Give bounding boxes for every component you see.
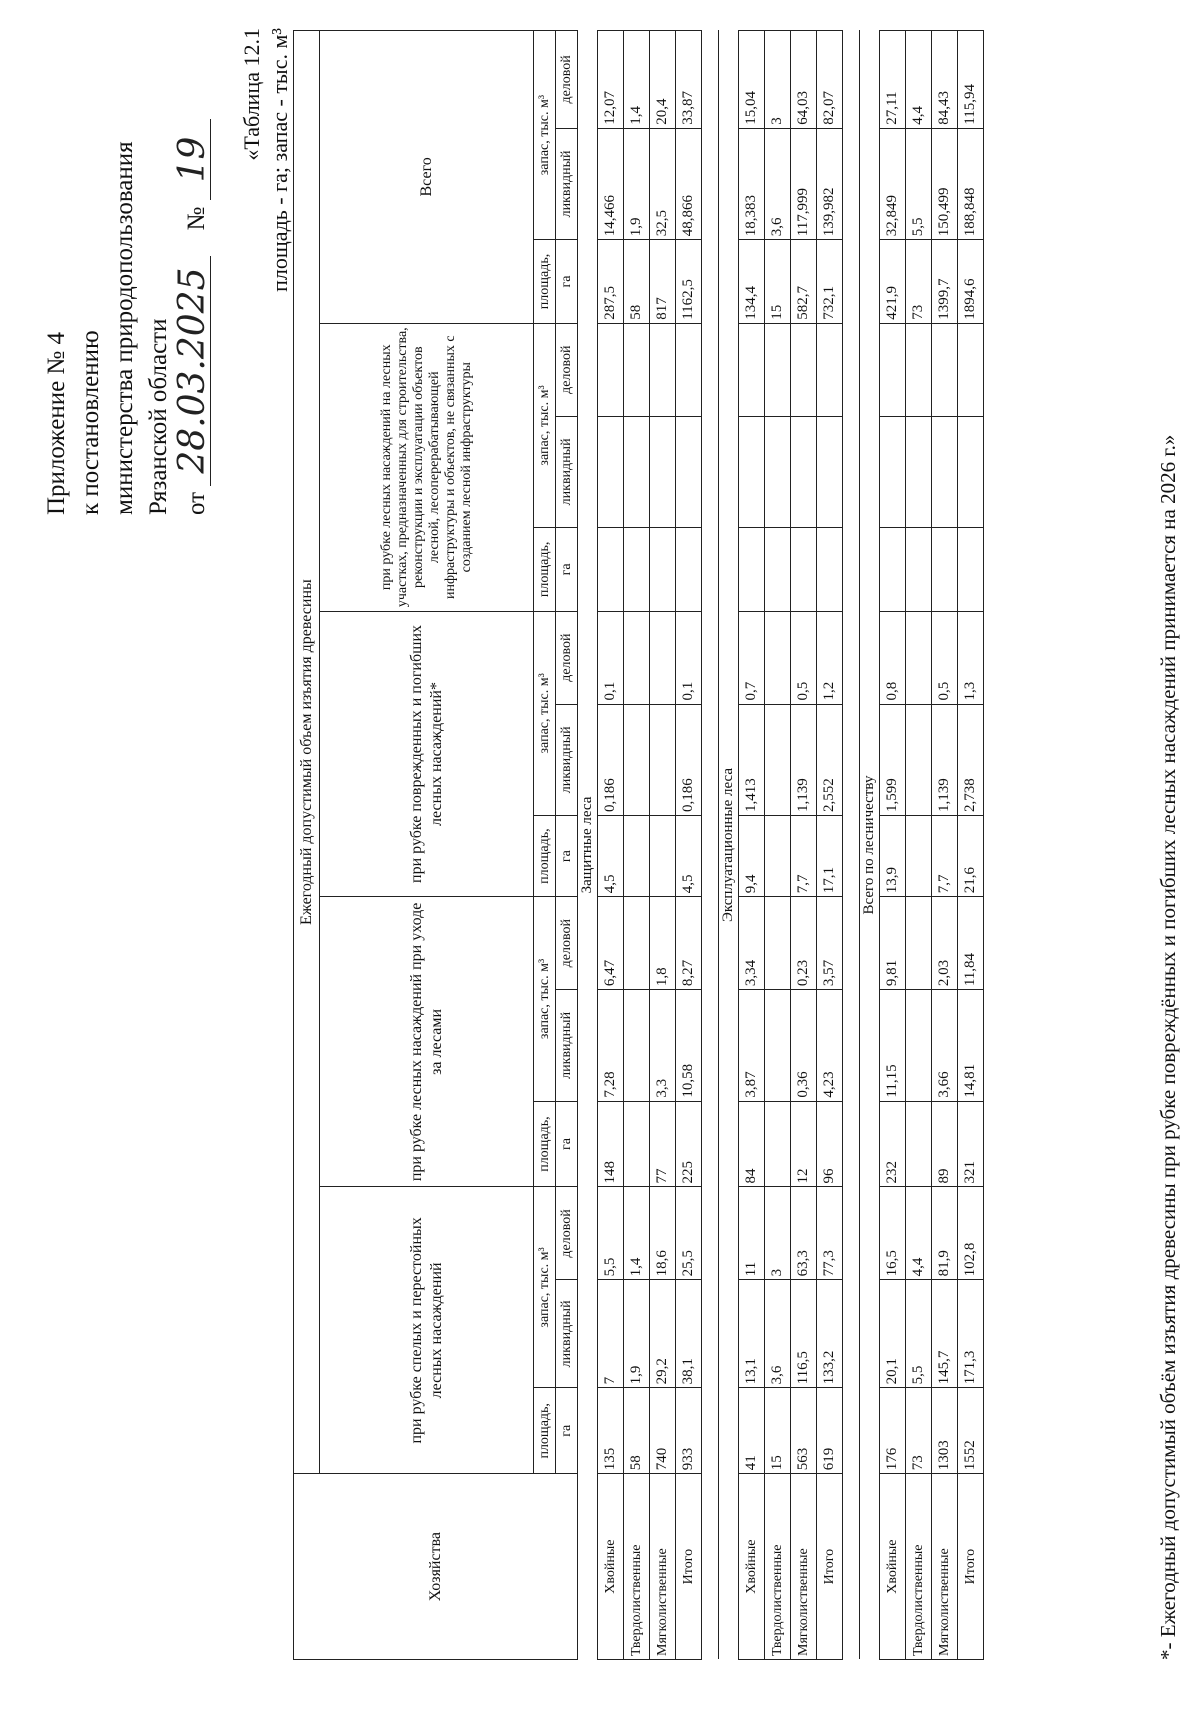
value-cell: 15	[765, 240, 791, 324]
value-cell: 1,139	[932, 704, 958, 815]
value-cell: 817	[650, 240, 676, 324]
table-row	[624, 31, 650, 1660]
value-cell	[932, 416, 958, 527]
value-cell	[739, 323, 765, 416]
section-row	[719, 31, 739, 1660]
stock-header: запас, тыс. м³	[534, 323, 556, 527]
value-cell: 73	[906, 240, 932, 324]
spacer-row	[702, 31, 719, 1660]
infrastructure-header: при рубке лесных насаждений на лесных участках, предназначенных для строительства, реконструкции и эксплуатации объектов лесной, лесоперерабатывающей инфраструктуры и объектов, не связанных с созданием лесной инфраструктуры	[320, 323, 534, 611]
table-row	[958, 31, 984, 1660]
value-cell: 225	[676, 1101, 702, 1187]
value-cell: 58	[624, 1388, 650, 1474]
value-cell: 619	[817, 1388, 843, 1474]
value-cell	[650, 704, 676, 815]
value-cell	[932, 323, 958, 416]
row-name: Мягколиственные	[932, 1474, 958, 1660]
value-cell	[906, 1101, 932, 1187]
row-name: Хвойные	[598, 1474, 624, 1660]
value-cell	[765, 704, 791, 815]
liquid-header: ликвидный	[556, 1280, 578, 1388]
area-unit: га	[556, 528, 578, 612]
value-cell: 81,9	[932, 1187, 958, 1280]
table-row	[906, 31, 932, 1660]
value-cell: 3	[765, 31, 791, 129]
value-cell: 7,7	[932, 816, 958, 897]
table-row	[791, 31, 817, 1660]
business-header: деловой	[556, 1187, 578, 1280]
value-cell: 4,4	[906, 1187, 932, 1280]
value-cell	[598, 416, 624, 527]
row-name: Итого	[958, 1474, 984, 1660]
value-cell	[598, 323, 624, 416]
value-cell: 150,499	[932, 128, 958, 239]
value-cell: 582,7	[791, 240, 817, 324]
value-cell: 139,982	[817, 128, 843, 239]
value-cell: 1,9	[624, 128, 650, 239]
value-cell	[791, 528, 817, 612]
value-cell: 1,2	[817, 611, 843, 704]
table-caption	[238, 28, 294, 292]
value-cell	[650, 816, 676, 897]
stock-header: запас, тыс. м³	[534, 897, 556, 1101]
value-cell: 8,27	[676, 897, 702, 990]
value-cell: 84,43	[932, 31, 958, 129]
value-cell: 3,34	[739, 897, 765, 990]
liquid-header: ликвидный	[556, 416, 578, 527]
value-cell: 11,84	[958, 897, 984, 990]
value-cell	[650, 323, 676, 416]
header-line-4: Рязанской области	[145, 318, 172, 515]
spacer-cell	[843, 31, 860, 1660]
value-cell: 3,6	[765, 1280, 791, 1388]
value-cell: 17,1	[817, 816, 843, 897]
row-name: Итого	[676, 1474, 702, 1660]
value-cell: 77	[650, 1101, 676, 1187]
value-cell: 11,15	[880, 990, 906, 1101]
liquid-header: ликвидный	[556, 990, 578, 1101]
value-cell: 7,7	[791, 816, 817, 897]
business-header: деловой	[556, 323, 578, 416]
table-row	[817, 31, 843, 1660]
appendix-header	[40, 35, 214, 515]
value-cell: 4,4	[906, 31, 932, 129]
value-cell: 13,1	[739, 1280, 765, 1388]
value-cell: 1162,5	[676, 240, 702, 324]
farms-header: Хозяйства	[294, 1474, 578, 1660]
value-cell: 0,5	[932, 611, 958, 704]
value-cell	[624, 1101, 650, 1187]
header-date-line	[172, 35, 214, 515]
value-cell	[650, 528, 676, 612]
value-cell	[765, 323, 791, 416]
value-cell: 0,1	[676, 611, 702, 704]
value-cell: 48,866	[676, 128, 702, 239]
value-cell: 421,9	[880, 240, 906, 324]
value-cell	[624, 416, 650, 527]
value-cell: 4,5	[676, 816, 702, 897]
value-cell: 0,186	[598, 704, 624, 815]
value-cell: 32,5	[650, 128, 676, 239]
value-cell: 16,5	[880, 1187, 906, 1280]
value-cell	[932, 528, 958, 612]
value-cell	[906, 897, 932, 990]
value-cell	[765, 416, 791, 527]
value-cell: 20,4	[650, 31, 676, 129]
care-felling-header: при рубке лесных насаждений при уходе за лесами	[320, 897, 534, 1187]
table-row	[880, 31, 906, 1660]
value-cell	[906, 528, 932, 612]
value-cell: 27,11	[880, 31, 906, 129]
value-cell: 1,3	[958, 611, 984, 704]
value-cell: 3,66	[932, 990, 958, 1101]
section-row	[860, 31, 880, 1660]
value-cell: 1,139	[791, 704, 817, 815]
spacer-row	[843, 31, 860, 1660]
value-cell: 12,07	[598, 31, 624, 129]
area-header: площадь,	[534, 1101, 556, 1187]
value-cell: 116,5	[791, 1280, 817, 1388]
header-line-3: министерства природопользования	[111, 141, 138, 515]
value-cell: 9,4	[739, 816, 765, 897]
value-cell	[739, 528, 765, 612]
value-cell: 740	[650, 1388, 676, 1474]
value-cell	[958, 416, 984, 527]
value-cell	[765, 816, 791, 897]
value-cell	[817, 323, 843, 416]
value-cell: 0,8	[880, 611, 906, 704]
value-cell	[624, 704, 650, 815]
value-cell: 732,1	[817, 240, 843, 324]
value-cell: 0,36	[791, 990, 817, 1101]
value-cell	[624, 528, 650, 612]
rotated-page-content	[10, 20, 1190, 1700]
value-cell: 933	[676, 1388, 702, 1474]
value-cell: 135	[598, 1388, 624, 1474]
area-unit: га	[556, 1101, 578, 1187]
liquid-header: ликвидный	[556, 704, 578, 815]
value-cell: 20,1	[880, 1280, 906, 1388]
value-cell: 14,466	[598, 128, 624, 239]
business-header: деловой	[556, 897, 578, 990]
value-cell: 1,8	[650, 897, 676, 990]
row-name: Твердолиственные	[906, 1474, 932, 1660]
table-row	[650, 31, 676, 1660]
value-cell	[624, 990, 650, 1101]
value-cell	[765, 1101, 791, 1187]
value-cell: 21,6	[958, 816, 984, 897]
value-cell	[817, 528, 843, 612]
value-cell	[765, 990, 791, 1101]
value-cell	[650, 611, 676, 704]
stock-header: запас, тыс. м³	[534, 611, 556, 815]
value-cell: 145,7	[932, 1280, 958, 1388]
handwritten-number: 19	[176, 119, 211, 201]
value-cell: 176	[880, 1388, 906, 1474]
stock-header: запас, тыс. м³	[534, 1187, 556, 1388]
value-cell	[906, 323, 932, 416]
value-cell: 41	[739, 1388, 765, 1474]
value-cell	[880, 416, 906, 527]
value-cell: 14,81	[958, 990, 984, 1101]
value-cell	[906, 816, 932, 897]
value-cell: 0,23	[791, 897, 817, 990]
value-cell	[765, 897, 791, 990]
value-cell	[676, 323, 702, 416]
value-cell	[906, 704, 932, 815]
value-cell: 0,7	[739, 611, 765, 704]
value-cell: 1552	[958, 1388, 984, 1474]
value-cell: 1894,6	[958, 240, 984, 324]
value-cell: 1,9	[624, 1280, 650, 1388]
value-cell: 134,4	[739, 240, 765, 324]
business-header: деловой	[556, 31, 578, 129]
value-cell: 82,07	[817, 31, 843, 129]
value-cell: 2,552	[817, 704, 843, 815]
value-cell: 117,999	[791, 128, 817, 239]
total-header: Всего	[320, 31, 534, 324]
value-cell: 25,5	[676, 1187, 702, 1280]
value-cell	[624, 897, 650, 990]
value-cell	[650, 416, 676, 527]
value-cell: 115,94	[958, 31, 984, 129]
value-cell: 3,87	[739, 990, 765, 1101]
value-cell: 287,5	[598, 240, 624, 324]
value-cell	[676, 528, 702, 612]
row-name: Мягколиственные	[791, 1474, 817, 1660]
table-row	[932, 31, 958, 1660]
value-cell: 29,2	[650, 1280, 676, 1388]
value-cell: 84	[739, 1101, 765, 1187]
row-name: Мягколиственные	[650, 1474, 676, 1660]
value-cell: 5,5	[598, 1187, 624, 1280]
value-cell	[880, 323, 906, 416]
spacer-cell	[702, 31, 719, 1660]
value-cell: 232	[880, 1101, 906, 1187]
value-cell	[906, 416, 932, 527]
value-cell	[765, 611, 791, 704]
number-label: №	[183, 206, 210, 231]
area-unit: га	[556, 240, 578, 324]
value-cell: 3,3	[650, 990, 676, 1101]
table-row	[676, 31, 702, 1660]
value-cell: 10,58	[676, 990, 702, 1101]
value-cell: 148	[598, 1101, 624, 1187]
value-cell: 18,6	[650, 1187, 676, 1280]
stock-header: запас, тыс. м³	[534, 31, 556, 240]
value-cell: 15,04	[739, 31, 765, 129]
value-cell	[880, 528, 906, 612]
handwritten-date: 28.03.2025	[176, 256, 211, 486]
value-cell: 171,3	[958, 1280, 984, 1388]
header-line-1: Приложение № 4	[43, 331, 70, 515]
damaged-stands-header: при рубке поврежденных и погибших лесных насаждений*	[320, 611, 534, 897]
value-cell: 3	[765, 1187, 791, 1280]
value-cell: 32,849	[880, 128, 906, 239]
area-unit: га	[556, 1388, 578, 1474]
value-cell: 33,87	[676, 31, 702, 129]
header-line-2: к постановлению	[77, 330, 104, 515]
value-cell	[817, 416, 843, 527]
section-title: Защитные леса	[578, 31, 598, 1660]
group-header: Ежегодный допустимый объем изъятия древесины	[294, 31, 320, 1474]
value-cell	[739, 416, 765, 527]
value-cell: 96	[817, 1101, 843, 1187]
value-cell: 102,8	[958, 1187, 984, 1280]
value-cell: 9,81	[880, 897, 906, 990]
business-header: деловой	[556, 611, 578, 704]
section-title: Эксплуатационные леса	[719, 31, 739, 1660]
value-cell	[765, 528, 791, 612]
value-cell: 18,383	[739, 128, 765, 239]
units-note: площадь - га; запас - тыс. м³	[267, 28, 292, 292]
value-cell: 64,03	[791, 31, 817, 129]
value-cell: 7	[598, 1280, 624, 1388]
harvest-volume-table	[293, 30, 984, 1660]
value-cell	[598, 528, 624, 612]
value-cell: 15	[765, 1388, 791, 1474]
value-cell: 1,4	[624, 1187, 650, 1280]
table-row	[739, 31, 765, 1660]
value-cell: 3,57	[817, 897, 843, 990]
value-cell	[958, 323, 984, 416]
value-cell	[906, 611, 932, 704]
table-body	[578, 31, 984, 1660]
value-cell	[906, 990, 932, 1101]
value-cell: 5,5	[906, 1280, 932, 1388]
value-cell: 0,1	[598, 611, 624, 704]
value-cell: 89	[932, 1101, 958, 1187]
from-label: от	[183, 491, 210, 515]
table-row	[598, 31, 624, 1660]
area-header: площадь,	[534, 240, 556, 324]
value-cell: 12	[791, 1101, 817, 1187]
section-row	[578, 31, 598, 1660]
liquid-header: ликвидный	[556, 128, 578, 239]
value-cell	[676, 416, 702, 527]
value-cell: 4,5	[598, 816, 624, 897]
value-cell	[958, 528, 984, 612]
value-cell: 563	[791, 1388, 817, 1474]
row-name: Твердолиственные	[624, 1474, 650, 1660]
value-cell: 58	[624, 240, 650, 324]
value-cell: 63,3	[791, 1187, 817, 1280]
value-cell: 1,599	[880, 704, 906, 815]
value-cell	[624, 323, 650, 416]
value-cell: 2,03	[932, 897, 958, 990]
value-cell: 1,413	[739, 704, 765, 815]
value-cell: 1303	[932, 1388, 958, 1474]
value-cell: 6,47	[598, 897, 624, 990]
table-number: «Таблица 12.1	[239, 28, 264, 161]
table-row	[765, 31, 791, 1660]
value-cell: 188,848	[958, 128, 984, 239]
value-cell: 0,186	[676, 704, 702, 815]
area-header: площадь,	[534, 528, 556, 612]
mature-stands-header: при рубке спелых и перестойных лесных насаждений	[320, 1187, 534, 1474]
area-unit: га	[556, 816, 578, 897]
value-cell: 5,5	[906, 128, 932, 239]
value-cell: 133,2	[817, 1280, 843, 1388]
value-cell: 1399,7	[932, 240, 958, 324]
row-name: Твердолиственные	[765, 1474, 791, 1660]
row-name: Хвойные	[880, 1474, 906, 1660]
value-cell: 11	[739, 1187, 765, 1280]
value-cell: 7,28	[598, 990, 624, 1101]
value-cell: 321	[958, 1101, 984, 1187]
value-cell: 1,4	[624, 31, 650, 129]
row-name: Хвойные	[739, 1474, 765, 1660]
value-cell: 77,3	[817, 1187, 843, 1280]
value-cell: 0,5	[791, 611, 817, 704]
value-cell: 3,6	[765, 128, 791, 239]
value-cell	[624, 611, 650, 704]
row-name: Итого	[817, 1474, 843, 1660]
value-cell	[791, 323, 817, 416]
value-cell: 38,1	[676, 1280, 702, 1388]
value-cell: 73	[906, 1388, 932, 1474]
footnote: *- Ежегодный допустимый объём изъятия древесины при рубке повреждённых и погибших лесных насаждений принимается на 2026 г.»	[1156, 434, 1180, 1660]
value-cell	[791, 416, 817, 527]
section-title: Всего по лесничеству	[860, 31, 880, 1660]
value-cell: 4,23	[817, 990, 843, 1101]
value-cell	[624, 816, 650, 897]
area-header: площадь,	[534, 816, 556, 897]
value-cell: 2,738	[958, 704, 984, 815]
value-cell: 13,9	[880, 816, 906, 897]
area-header: площадь,	[534, 1388, 556, 1474]
